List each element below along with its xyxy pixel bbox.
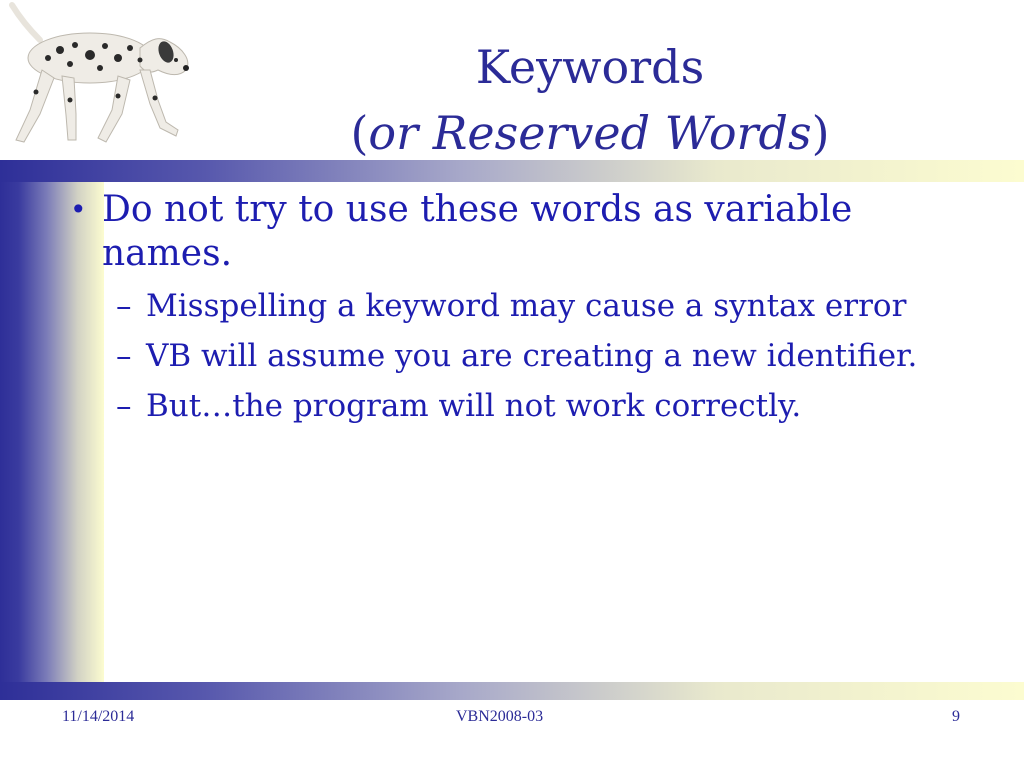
top-gradient-band [0, 160, 1024, 182]
footer-date: 11/14/2014 [62, 708, 135, 725]
bullet-text: Do not try to use these words as variable names. [102, 189, 853, 274]
subtitle-close-paren: ) [811, 106, 830, 160]
bullet-marker: • [70, 193, 87, 226]
bullet-point [70, 188, 990, 276]
sub-bullet-text: VB will assume you are creating a new identifier. [146, 338, 918, 374]
sub-bullet [70, 386, 990, 426]
sub-bullet [70, 286, 990, 326]
footer-page-number: 9 [952, 708, 960, 725]
sub-bullet-text: Misspelling a keyword may cause a syntax error [146, 288, 907, 324]
subtitle-open-paren: ( [350, 106, 369, 160]
slide-body [70, 188, 990, 426]
dash-marker: – [116, 388, 132, 424]
slide-title: Keywords [475, 40, 705, 94]
dash-marker: – [116, 338, 132, 374]
dash-marker: – [116, 288, 132, 324]
bottom-gradient-band [0, 682, 1024, 700]
sub-bullet-text: But…the program will not work correctly. [146, 388, 802, 424]
subtitle-italic-text: or Reserved Words [368, 106, 812, 160]
footer-course-code: VBN2008-03 [456, 708, 544, 725]
sub-bullet [70, 336, 990, 376]
slide-subtitle [240, 104, 940, 162]
dalmatian-dog-icon [0, 0, 200, 150]
